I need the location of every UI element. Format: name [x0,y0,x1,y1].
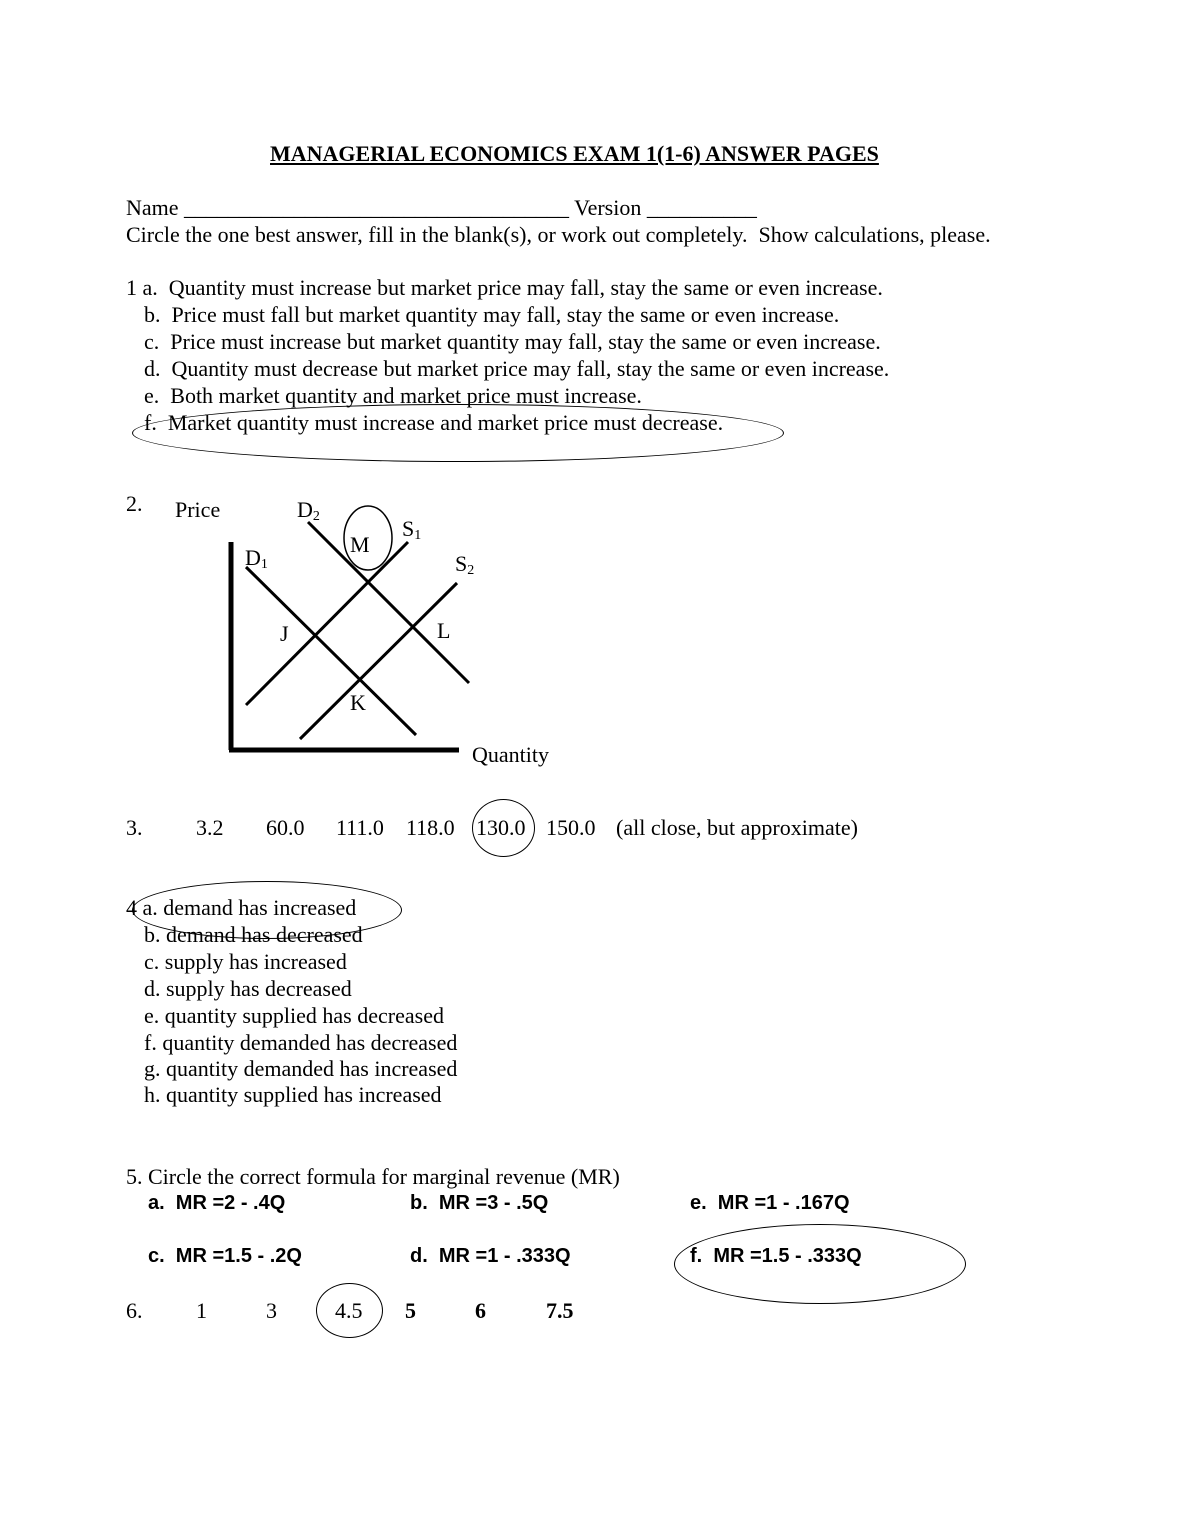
q1-option-c[interactable]: c. Price must increase but market quantity may fall, stay the same or even increase. [144,329,881,354]
q3-choice[interactable]: 111.0 [336,815,384,840]
page-title: MANAGERIAL ECONOMICS EXAM 1(1-6) ANSWER PAGES [270,141,879,166]
label-s2: $S_2$ [455,551,475,578]
q1-option-d[interactable]: d. Quantity must decrease but market price may fall, stay the same or even increase. [144,356,890,381]
q3-choice[interactable]: 60.0 [266,815,305,840]
q4-option-b[interactable]: b. demand has decreased [144,922,363,947]
q6-choice[interactable]: 4.5 [335,1298,363,1323]
name-version-line[interactable]: Name ___________________________________ Version __________ [126,195,757,220]
q1-option-b[interactable]: b. Price must fall but market quantity may fall, stay the same or even increase. [144,302,840,327]
q4-option-g[interactable]: g. quantity demanded has increased [144,1056,458,1081]
supply-curve-s1 [246,542,408,705]
q1-option-e[interactable]: e. Both market quantity and market price must increase. [144,383,642,408]
q3-choice[interactable]: 3.2 [196,815,224,840]
answer-circle-q3 [472,799,535,857]
q5-option-b[interactable]: b. MR =3 - .5Q [410,1192,549,1214]
demand-curve-d2 [308,522,469,683]
q4-option-d[interactable]: d. supply has decreased [144,976,352,1001]
q5-option-f[interactable]: f. MR =1.5 - .333Q [690,1245,862,1267]
supply-curve-s2 [300,583,457,739]
quantity-axis-label: Quantity [472,742,549,767]
label-d1: $D_1$ [245,545,268,572]
q3-choice[interactable]: 118.0 [406,815,455,840]
price-axis-label: Price [175,497,221,522]
point-k[interactable]: K [350,690,366,715]
q5-option-d[interactable]: d. MR =1 - .333Q [410,1245,571,1267]
answer-circle-q5 [674,1224,966,1304]
q6-choice[interactable]: 6 [475,1298,486,1323]
q3-choice[interactable]: 130.0 [476,815,526,840]
q4-option-c[interactable]: c. supply has increased [144,949,347,974]
label-d2: $D_2$ [297,497,320,524]
q3-note: (all close, but approximate) [616,815,858,840]
answer-circle-q4 [132,881,402,939]
q3-number: 3. [126,815,143,840]
q5-option-c[interactable]: c. MR =1.5 - .2Q [148,1245,302,1267]
q1-option-a[interactable]: 1 a. Quantity must increase but market price may fall, stay the same or even increase. [126,275,883,300]
q4-option-e[interactable]: e. quantity supplied has decreased [144,1003,444,1028]
point-j[interactable]: J [280,621,289,646]
q1-option-f[interactable]: f. Market quantity must increase and market price must decrease. [144,410,724,435]
point-l[interactable]: L [437,618,451,643]
point-m[interactable]: M [350,532,370,557]
q6-choice[interactable]: 5 [405,1298,416,1323]
q2-number: 2. [126,491,143,516]
q4-option-h[interactable]: h. quantity supplied has increased [144,1082,442,1107]
label-s1: $S_1$ [402,516,422,543]
q5-option-a[interactable]: a. MR =2 - .4Q [148,1192,286,1214]
answer-circle-q6 [316,1283,383,1338]
instructions: Circle the one best answer, fill in the blank(s), or work out completely. Show calculations, please. [126,222,991,247]
q6-choice[interactable]: 1 [196,1298,207,1323]
q6-choice[interactable]: 3 [266,1298,277,1323]
q6-choice[interactable]: 7.5 [546,1298,574,1323]
q5-option-e[interactable]: e. MR =1 - .167Q [690,1192,850,1214]
q6-number: 6. [126,1298,143,1323]
q3-choice[interactable]: 150.0 [546,815,596,840]
q4-option-a[interactable]: 4 a. demand has increased [126,895,357,920]
q4-option-f[interactable]: f. quantity demanded has decreased [144,1030,458,1055]
q5-prompt: 5. Circle the correct formula for marginal revenue (MR) [126,1164,620,1189]
